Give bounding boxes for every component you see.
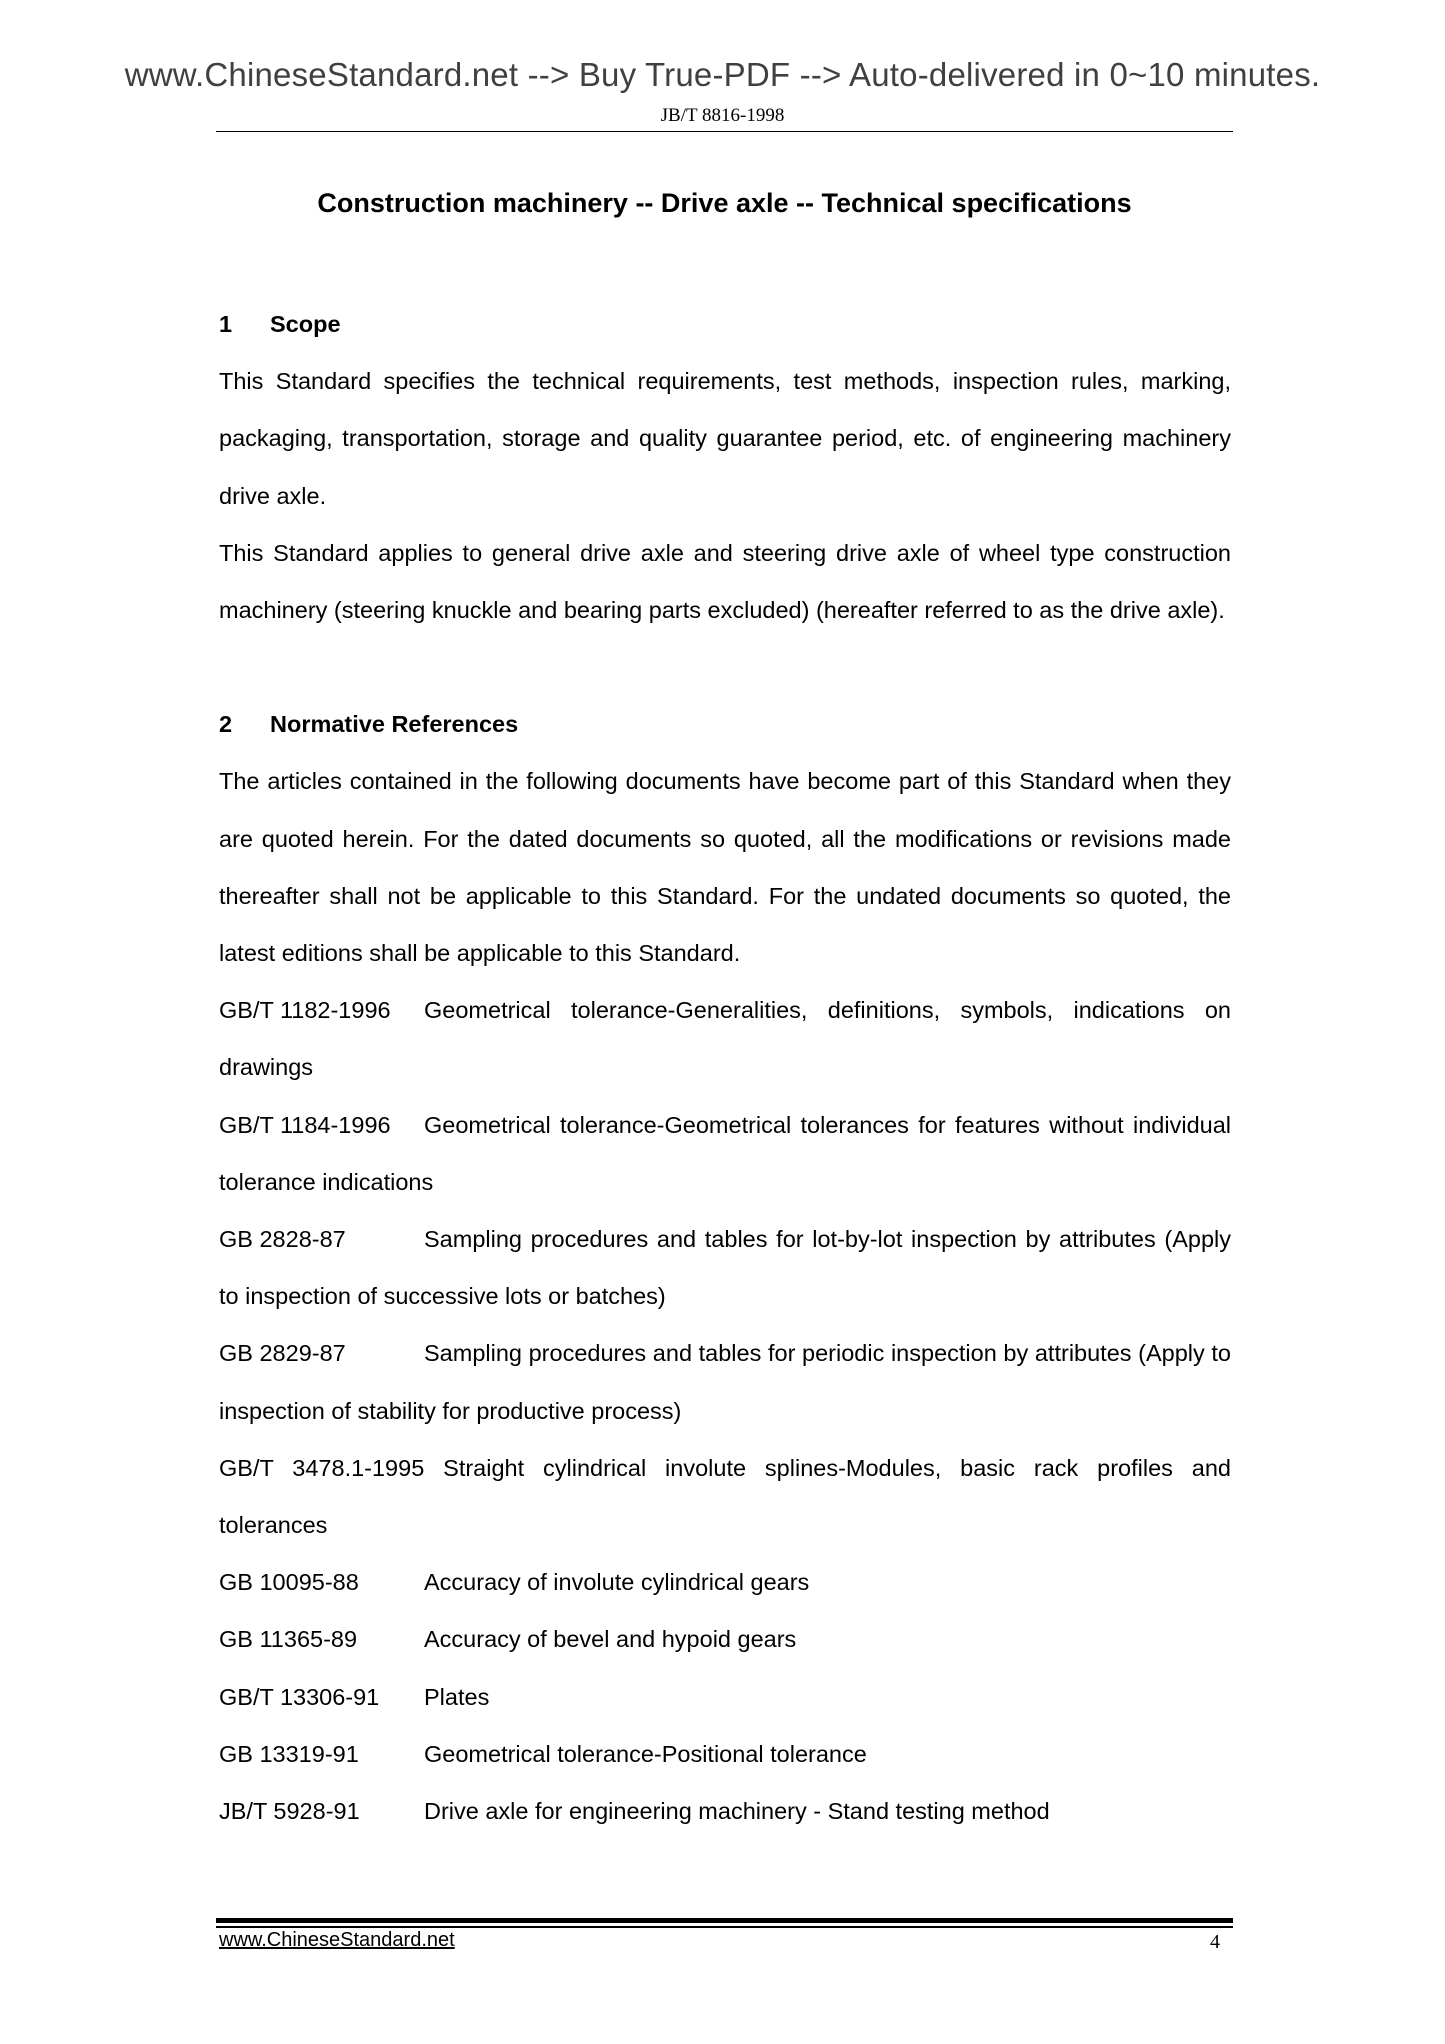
document-number: JB/T 8816-1998 <box>660 105 785 126</box>
document-body <box>219 296 1231 1840</box>
section-2-number: 2 <box>219 711 233 738</box>
reference-title: Accuracy of involute cylindrical gears <box>424 1569 810 1596</box>
scope-paragraph-1: This Standard specifies the technical requirements, test methods, inspection rules, marking, packaging, transportation, storage and quality guarantee period, etc. of engineering machinery drive axle. <box>219 368 1231 509</box>
scope-paragraph-2: This Standard applies to general drive axle and steering drive axle of wheel type construction machinery (steering knuckle and bearing parts excluded) (hereafter referred to as the drive axle). <box>219 539 1231 624</box>
reference-title: Plates <box>424 1683 490 1710</box>
section-2-title: Normative References <box>270 711 519 738</box>
reference-title: Geometrical tolerance-Geometrical tolerances for features without individual tolerance indications <box>219 1111 1231 1195</box>
reference-title: Sampling procedures and tables for lot-by-lot inspection by attributes (Apply to inspection of successive lots or batches) <box>219 1226 1231 1310</box>
section-1-title: Scope <box>270 311 341 337</box>
footer-divider-thin <box>216 1926 1233 1928</box>
section-2-heading <box>219 696 1231 753</box>
reference-title: Straight cylindrical involute splines-Modules, basic rack profiles and tolerances <box>219 1454 1231 1539</box>
site-banner: www.ChineseStandard.net --> Buy True-PDF --> Auto-delivered in 0~10 minutes. <box>124 56 1321 93</box>
reference-code: GB/T 13306-91 <box>219 1683 380 1710</box>
references-intro: The articles contained in the following documents have become part of this Standard when they are quoted herein. For the dated documents so quoted, all the modifications or revisions made thereafter shall not be applicable to this Standard. For the undated documents so quoted, the latest editions shall be applicable to this Standard. <box>219 768 1231 967</box>
section-1-number: 1 <box>219 311 233 337</box>
reference-code: GB/T 3478.1-1995 <box>219 1454 425 1481</box>
page-number: 4 <box>1210 1931 1220 1953</box>
reference-item <box>219 1440 1231 1554</box>
reference-code: JB/T 5928-91 <box>219 1798 360 1825</box>
reference-item <box>219 1726 1231 1783</box>
document-title: Construction machinery -- Drive axle -- Technical specifications <box>317 188 1132 218</box>
reference-title: Geometrical tolerance-Positional tolerance <box>424 1740 867 1767</box>
section-1-heading <box>219 296 1231 353</box>
reference-item <box>219 1783 1231 1840</box>
reference-item <box>219 1211 1231 1325</box>
reference-code: GB 10095-88 <box>219 1569 359 1596</box>
header-divider <box>216 131 1233 132</box>
reference-title: Accuracy of bevel and hypoid gears <box>424 1626 797 1653</box>
reference-item <box>219 1669 1231 1726</box>
reference-code: GB/T 1184-1996 <box>219 1111 391 1138</box>
reference-item <box>219 1325 1231 1439</box>
reference-title: Geometrical tolerance-Generalities, definitions, symbols, indications on drawings <box>219 997 1231 1081</box>
footer-site-link[interactable]: www.ChineseStandard.net <box>219 1929 455 1951</box>
reference-code: GB/T 1182-1996 <box>219 997 391 1024</box>
reference-code: GB 2828-87 <box>219 1226 346 1253</box>
section-spacer <box>219 639 1231 696</box>
reference-item <box>219 1097 1231 1211</box>
reference-item <box>219 982 1231 1096</box>
reference-title: Drive axle for engineering machinery - Stand testing method <box>424 1798 1050 1825</box>
reference-code: GB 2829-87 <box>219 1340 346 1367</box>
reference-code: GB 13319-91 <box>219 1740 359 1767</box>
reference-code: GB 11365-89 <box>219 1626 358 1653</box>
reference-title: Sampling procedures and tables for periodic inspection by attributes (Apply to inspection of stability for productive process) <box>219 1340 1231 1424</box>
reference-item <box>219 1611 1231 1668</box>
reference-item <box>219 1554 1231 1611</box>
footer-divider-thick <box>216 1918 1233 1923</box>
